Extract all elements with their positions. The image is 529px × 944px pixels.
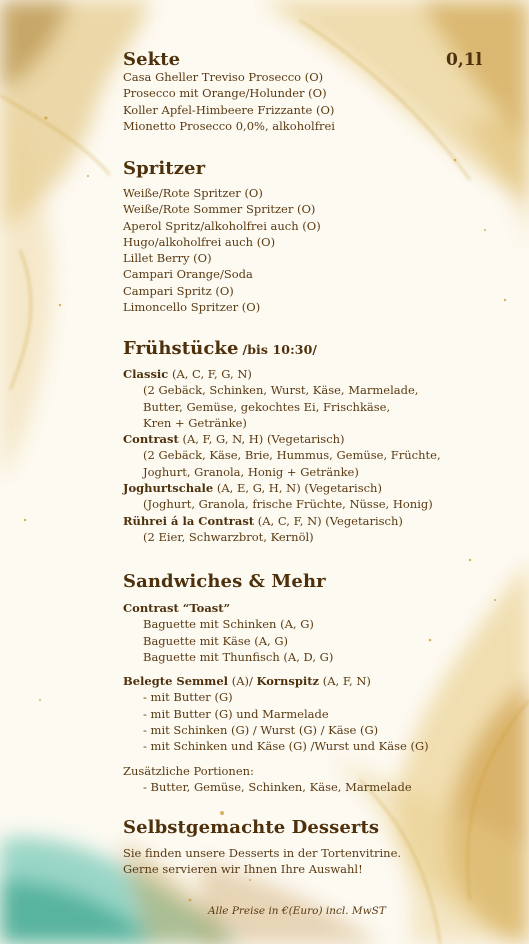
list-item: Limoncello Spritzer (O) (123, 300, 261, 315)
list-item: - Butter, Gemüse, Schinken, Käse, Marmelade (143, 779, 412, 794)
item-name: Classic (123, 367, 169, 381)
list-item: Hugo/alkoholfrei auch (O) (123, 234, 276, 249)
sandwiches-list (123, 600, 503, 795)
list-item: Casa Gheller Treviso Prosecco (O) (123, 70, 324, 84)
volume-label: 0,1l (446, 50, 483, 70)
section-title-spritzer: Spritzer (123, 158, 206, 179)
menu-item-contrast (123, 431, 503, 447)
item-allergens: (A, E, G, H, N) (Vegetarisch) (213, 481, 382, 496)
spacer (123, 665, 503, 673)
menu-item-joghurtschale (123, 480, 503, 496)
list-item: Campari Spritz (O) (123, 283, 234, 298)
item-name: Joghurtschale (123, 481, 214, 496)
list-item: Mionetto Prosecco 0,0%, alkoholfrei (123, 118, 335, 133)
list-item: - mit Butter (G) (143, 690, 233, 705)
section-subtitle: /bis 10:30/ (242, 342, 318, 357)
list-item: Lillet Berry (O) (123, 251, 212, 266)
list-item: Koller Apfel-Himbeere Frizzante (O) (123, 102, 335, 117)
menu-item-classic (123, 366, 503, 382)
item-allergens: (A, C, F, N) (Vegetarisch) (254, 513, 403, 528)
item-allergens: (A, F, N) (319, 674, 371, 689)
item-detail: Butter, Gemüse, gekochtes Ei, Frischkäse, (143, 399, 391, 414)
list-item: Baguette mit Schinken (A, G) (143, 617, 314, 632)
list-item: Baguette mit Thunfisch (A, D, G) (143, 649, 334, 664)
list-item: Weiße/Rote Spritzer (O) (123, 186, 263, 200)
fruehstuecke-list (123, 366, 503, 545)
item-name: Kornspitz (256, 674, 320, 689)
item-allergens: (A, C, F, G, N) (168, 367, 252, 381)
list-item: Aperol Spritz/alkoholfrei auch (O) (123, 218, 321, 233)
menu-item-ruehrei (123, 513, 503, 529)
section-title-desserts: Selbstgemachte Desserts (123, 817, 380, 838)
section-title-text: Frühstücke (123, 338, 239, 359)
sekte-list (123, 69, 503, 134)
spritzer-list (123, 185, 503, 315)
item-detail: (2 Gebäck, Schinken, Wurst, Käse, Marmelade, (143, 383, 419, 398)
list-item: - mit Schinken und Käse (G) /Wurst und Käse (G) (143, 739, 429, 754)
item-detail: (Joghurt, Granola, frische Früchte, Nüsse, Honig) (143, 497, 433, 512)
list-item: - mit Schinken (G) / Wurst (G) / Käse (G) (143, 723, 379, 738)
dessert-line: Gerne servieren wir Ihnen Ihre Auswahl! (123, 862, 363, 877)
section-title-fruehstuecke (123, 339, 317, 360)
item-name: Belegte Semmel (123, 674, 229, 689)
section-title-sandwiches: Sandwiches & Mehr (123, 571, 326, 592)
list-item: Prosecco mit Orange/Holunder (O) (123, 86, 327, 101)
desserts-text (123, 845, 503, 878)
item-detail: (2 Gebäck, Käse, Brie, Hummus, Gemüse, Früchte, (143, 448, 441, 463)
list-item: Baguette mit Käse (A, G) (143, 633, 289, 648)
list-item: Weiße/Rote Sommer Spritzer (O) (123, 202, 316, 217)
portionen-label: Zusätzliche Portionen: (123, 763, 254, 778)
list-item: Campari Orange/Soda (123, 267, 253, 282)
item-allergens: (A)/ (228, 674, 257, 689)
item-allergens: (A, F, G, N, H) (Vegetarisch) (178, 432, 345, 447)
dessert-line: Sie finden unsere Desserts in der Tortenvitrine. (123, 846, 402, 860)
item-detail: (2 Eier, Schwarzbrot, Kernöl) (143, 529, 314, 544)
item-detail: Kren + Getränke) (143, 415, 247, 430)
item-name: Rührei á la Contrast (123, 513, 255, 528)
section-title-sekte: Sekte (123, 49, 181, 70)
menu-item-semmel (123, 673, 503, 689)
price-note: Alle Preise in €(Euro) incl. MwST (208, 905, 386, 917)
menu-item-toast: Contrast “Toast” (123, 601, 231, 615)
spacer (123, 755, 503, 763)
item-name: Contrast (123, 432, 179, 447)
item-detail: Joghurt, Granola, Honig + Getränke) (143, 464, 359, 479)
list-item: - mit Butter (G) und Marmelade (143, 706, 329, 721)
